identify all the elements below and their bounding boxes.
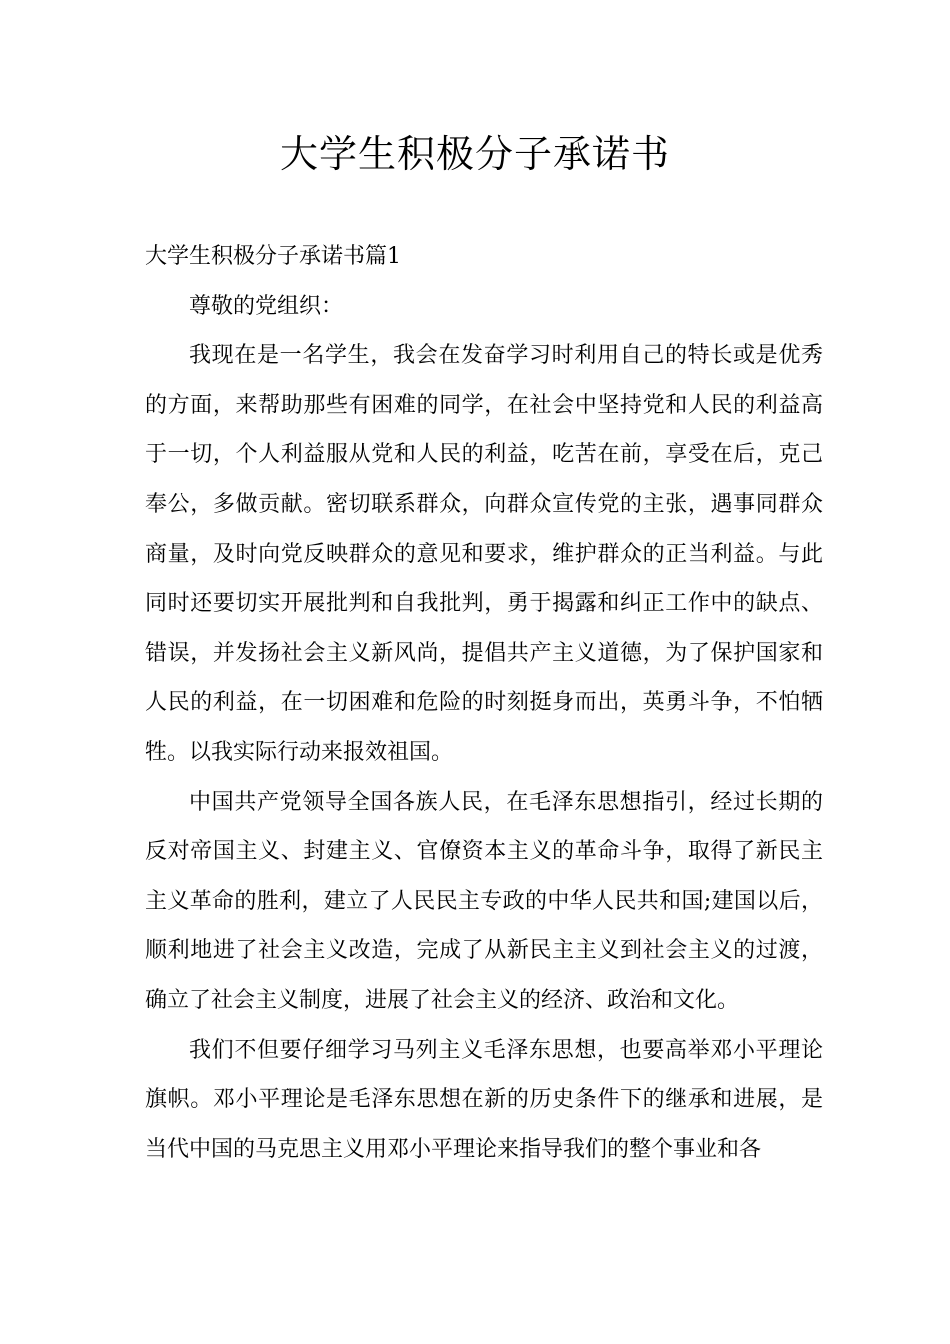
document-title: 大学生积极分子承诺书 (279, 132, 670, 176)
paragraph-2: 中国共产党领导全国各族人民，在毛泽东思想指引，经过长期的反对帝国主义、封建主义、官僚资本主义的革命斗争，取得了新民主主义革命的胜利，建立了人民民主专政的中华人民共和国;建国以后，顺利地进了社会主义改造，完成了从新民主主义到社会主义的过渡，确立了社会主义制度，进展了社会主义的经济、政治和文化。 (145, 789, 823, 1013)
document-body (145, 232, 823, 1174)
paragraph-3: 我们不但要仔细学习马列主义毛泽东思想，也要高举邓小平理论旗帜。邓小平理论是毛泽东思想在新的历史条件下的继承和进展，是当代中国的马克思主义用邓小平理论来指导我们的整个事业和各 (145, 1037, 823, 1162)
salutation: 尊敬的党组织： (189, 293, 344, 319)
paragraph-1: 我现在是一名学生，我会在发奋学习时利用自己的特长或是优秀的方面，来帮助那些有困难的同学，在社会中坚持党和人民的利益高于一切，个人利益服从党和人民的利益，吃苦在前，享受在后，克己奉公，多做贡献。密切联系群众，向群众宣传党的主张，遇事同群众商量，及时向党反映群众的意见和要求，维护群众的正当利益。与此同时还要切实开展批判和自我批判，勇于揭露和纠正工作中的缺点、错误，并发扬社会主义新风尚，提倡共产主义道德，为了保护国家和人民的利益，在一切困难和危险的时刻挺身而出，英勇斗争，不怕牺牲。以我实际行动来报效祖国。 (145, 343, 823, 765)
section-heading: 大学生积极分子承诺书篇1 (145, 244, 401, 269)
